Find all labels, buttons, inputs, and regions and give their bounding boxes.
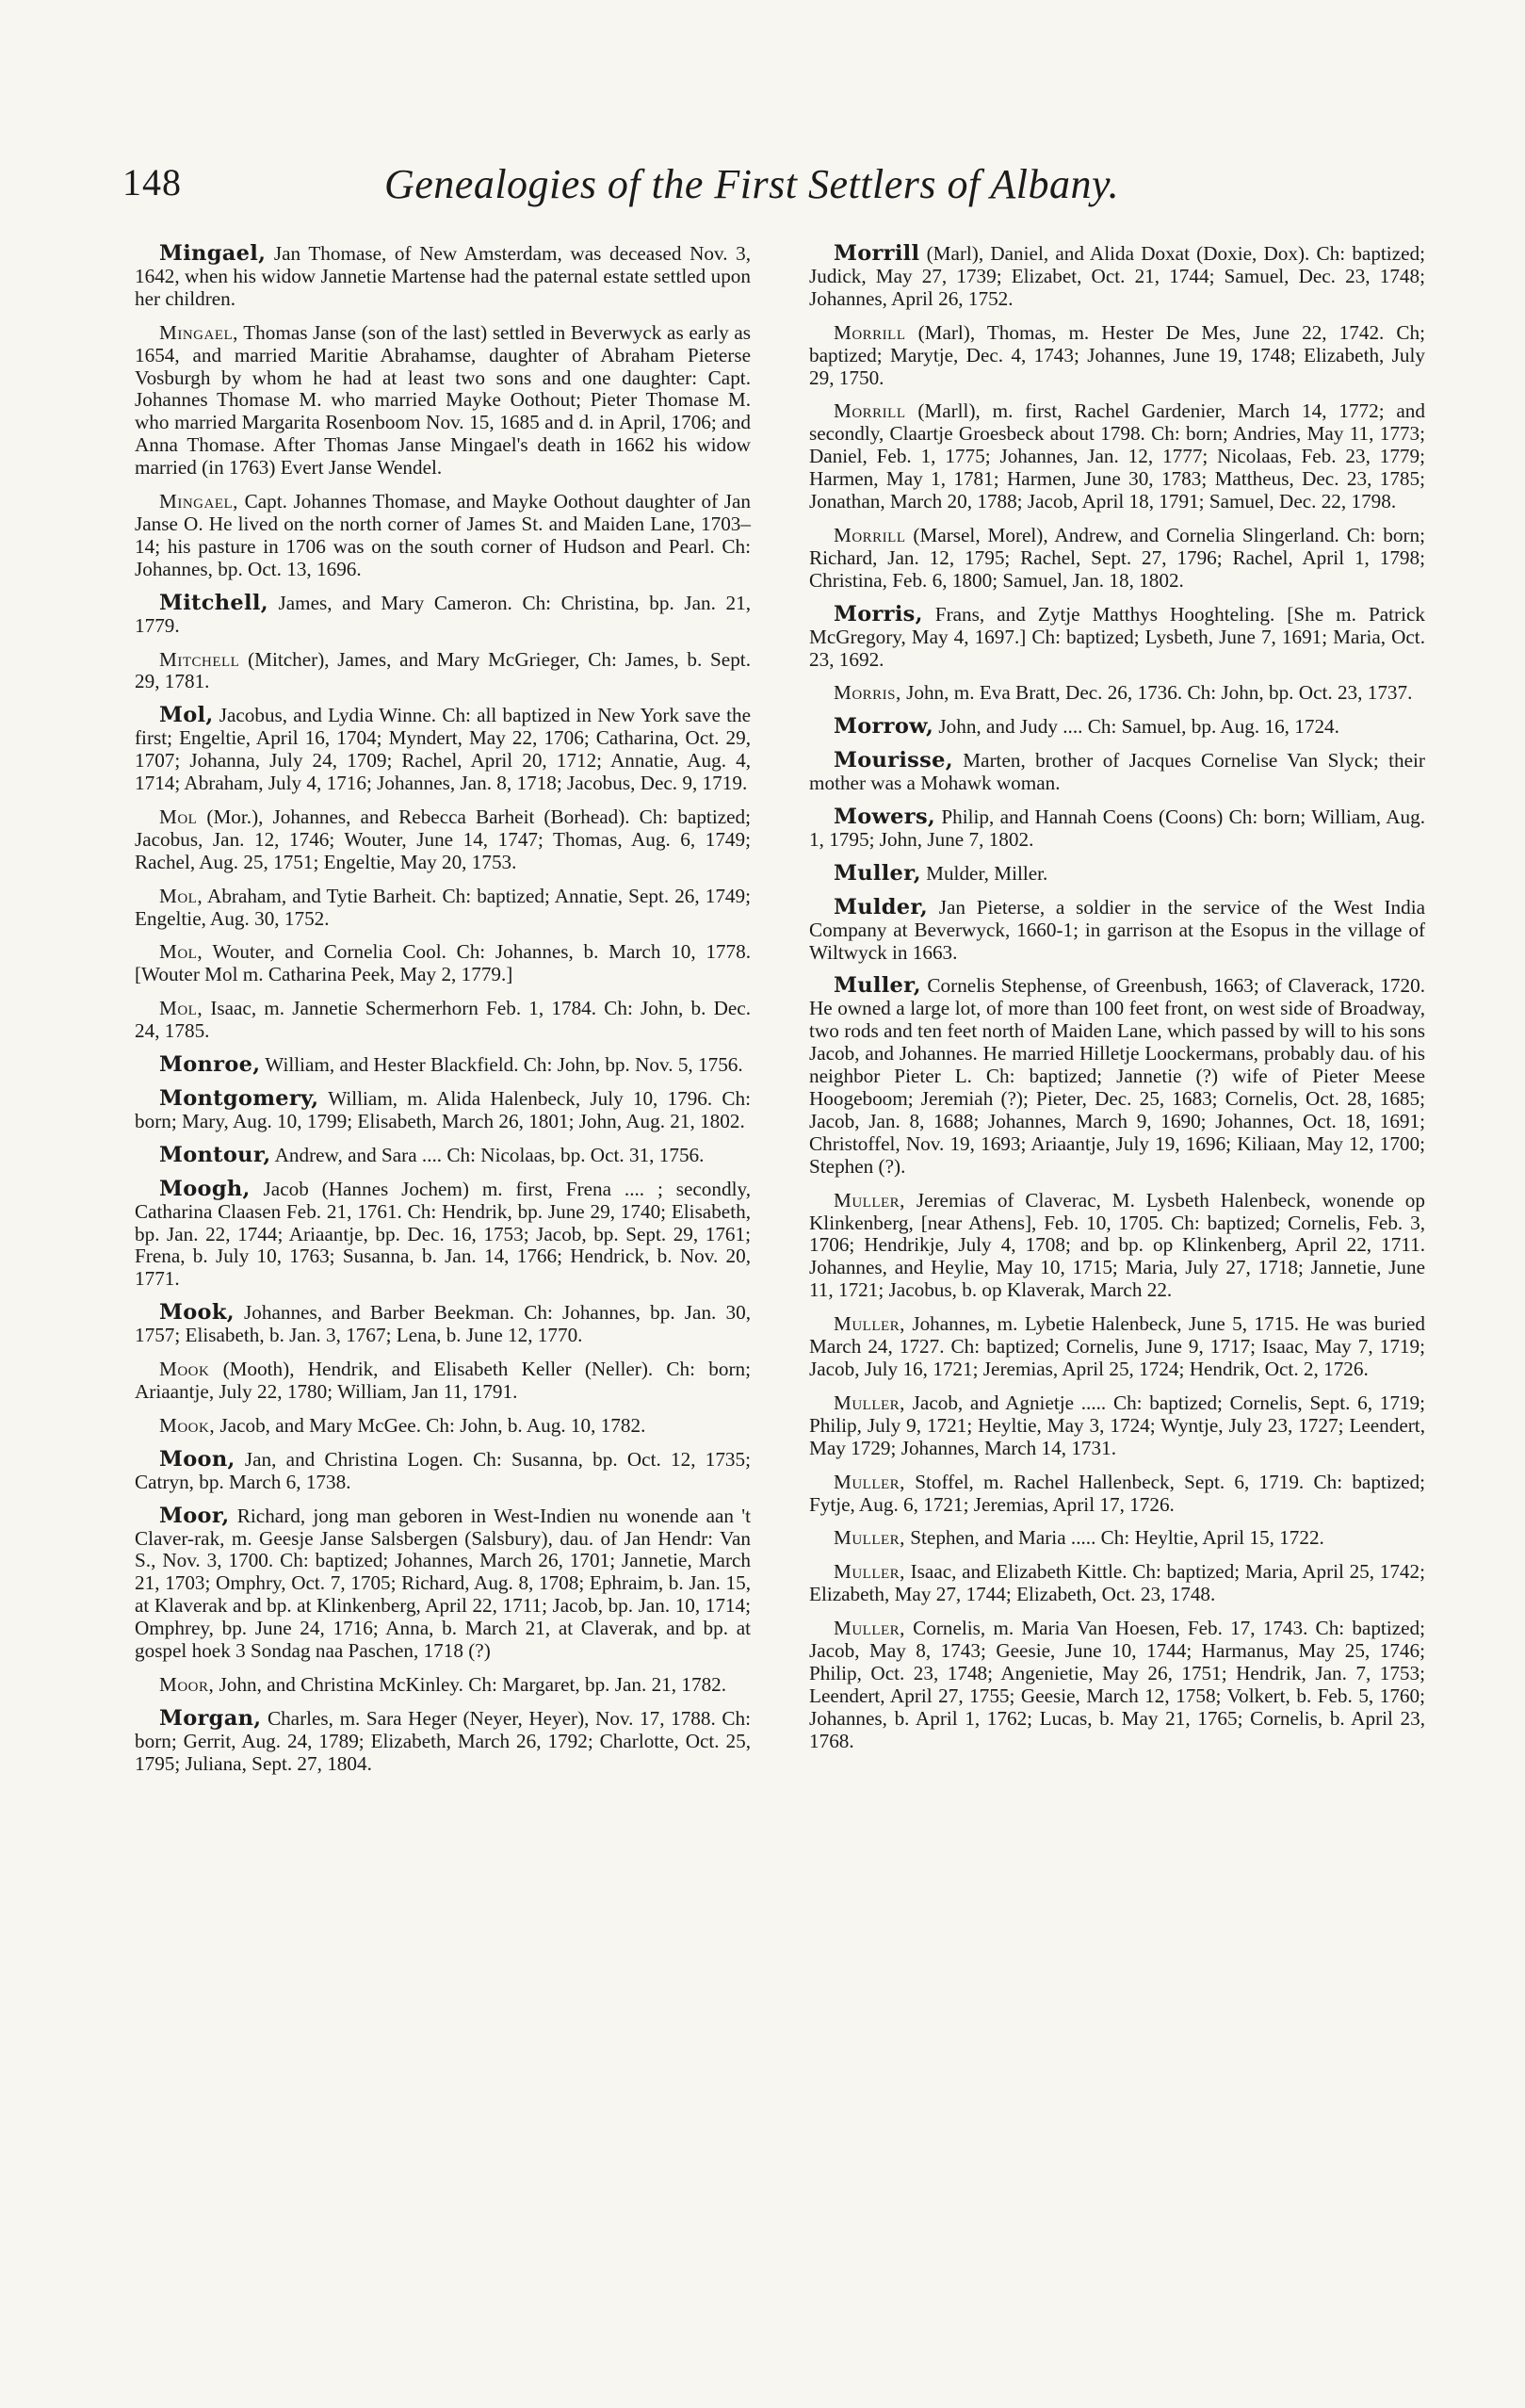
entry-text: Jacob, and Agnietje ..... Ch: baptized; Cornelis, Sept. 6, 1719; Philip, July 9, 1721; Heyltie, May 3, 1724; Wyntje, July 23, 1727; Leendert, May 1729; Johannes, March 14, 1731. <box>809 1391 1425 1459</box>
entry-text: Jan, and Christina Logen. Ch: Susanna, bp. Oct. 12, 1735; Catryn, bp. March 6, 1738. <box>135 1447 751 1493</box>
entry-surname: Muller, <box>834 1526 905 1550</box>
genealogy-entry <box>135 1446 751 1494</box>
entry-surname: Moor, <box>159 1503 230 1528</box>
entry-surname: Muller, <box>834 1391 905 1414</box>
entry-text: (Marll), m. first, Rachel Gardenier, March 14, 1772; and secondly, Claartje Groesbeck about 1798. Ch: born; Andries, May 11, 1773; Daniel, Feb. 1, 1775; Johannes, Jan. 12, 1777; Nicolaas, Feb. 23, 1779; Harmen, May 1, 1781; Harmen, June 30, 1783; Mattheus, Dec. 23, 1785; Jonathan, March 20, 1788; Jacob, April 18, 1791; Samuel, Dec. 22, 1798. <box>809 399 1425 513</box>
genealogy-entry <box>135 322 751 480</box>
entry-surname: Moor, <box>159 1672 215 1696</box>
entry-text: Richard, jong man geboren in West-Indien nu wonende aan 't Claver-rak, m. Geesje Janse Salsbergen (Salsbury), dau. of Jan Hendr: Van S., Nov. 3, 1700. Ch: baptized; Johannes, March 26, 1701; Jannetie, March 21, 1703; Omphry, Oct. 7, 1705; Richard, Aug. 8, 1708; Ephraim, b. Jan. 15, at Klaverak and bp. at Klinkenberg, April 22, 1711; Jacob, bp. Jan. 10, 1714; Omphrey, bp. June 24, 1716; Anna, b. March 21, at Claverak, and bp. at gospel hoek 3 Sondag naa Paschen, 1718 (?) <box>135 1504 751 1663</box>
genealogy-entry <box>135 1142 751 1167</box>
entry-surname: Morrill <box>834 523 906 546</box>
entry-text: Jan Pieterse, a soldier in the service of the West India Company at Beverwyck, 1660-1; in garrison at the Esopus in the village of Wiltwyck in 1663. <box>809 895 1425 964</box>
genealogy-entry <box>809 1561 1425 1606</box>
genealogy-entry <box>135 998 751 1043</box>
entry-surname: Mitchell <box>159 647 240 671</box>
genealogy-entry <box>135 1302 751 1347</box>
entry-surname: Morrill <box>834 320 906 344</box>
genealogy-entry <box>135 941 751 986</box>
entry-surname: Muller, <box>834 1470 905 1493</box>
running-title: Genealogies of the First Settlers of Albany. <box>384 161 1120 207</box>
entry-text: Johannes, m. Lybetie Halenbeck, June 5, 1715. He was buried March 24, 1727. Ch: baptized; Cornelis, June 9, 1717; Isaac, May 7, 1719; Jacob, July 16, 1721; Jeremias, April 25, 1724; Hendrik, Oct. 2, 1726. <box>809 1312 1425 1380</box>
genealogy-entry <box>809 1392 1425 1460</box>
entry-surname: Montgomery, <box>159 1086 319 1111</box>
genealogy-entry <box>135 1054 751 1077</box>
entry-text: Jan Thomase, of New Amsterdam, was deceased Nov. 3, 1642, when his widow Jannetie Martense had the paternal estate settled upon her children. <box>135 242 751 310</box>
genealogy-entry <box>809 860 1425 886</box>
page-header <box>122 160 1177 226</box>
entry-text: John, m. Eva Bratt, Dec. 26, 1736. Ch: John, bp. Oct. 23, 1737. <box>900 681 1413 705</box>
genealogy-entry <box>135 491 751 581</box>
genealogy-entry <box>135 243 751 311</box>
entry-text: Isaac, m. Jannetie Schermerhorn Feb. 1, 1784. Ch: John, b. Dec. 24, 1785. <box>135 997 751 1043</box>
entry-text: Wouter, and Cornelia Cool. Ch: Johannes, b. March 10, 1778. [Wouter Mol m. Catharina Peek, May 2, 1779.] <box>135 940 751 986</box>
entry-text: (Mor.), Johannes, and Rebecca Barheit (Borhead). Ch: baptized; Jacobus, Jan. 12, 1746; Wouter, June 14, 1747; Thomas, Aug. 6, 1749; Rachel, Aug. 25, 1751; Engeltie, May 20, 1753. <box>135 805 751 873</box>
entry-text: (Marl), Thomas, m. Hester De Mes, June 22, 1742. Ch; baptized; Marytje, Dec. 4, 1743; Johannes, June 19, 1748; Elizabeth, July 29, 1750. <box>809 320 1425 389</box>
genealogy-entry <box>809 1618 1425 1752</box>
entry-text: Cornelis Stephense, of Greenbush, 1663; of Claverack, 1720. He owned a large lot, of more than 100 feet front, on west side of Broadway, two rods and ten feet north of Maiden Lane, which passed by will to his sons Jacob, and Johannes. He married Hilletje Loockermans, probably dau. of his neighbor Pieter L. Ch: baptized; Jannetie (?) wife of Pieter Meese Hoogeboom; Jeremiah (?); Pieter, Dec. 25, 1683; Cornelis, Oct. 28, 1685; Jacob, Jan. 8, 1688; Johannes, March 9, 1690; Johannes, Oct. 18, 1691; Christoffel, Nov. 19, 1693; Ariaantje, July 19, 1696; Kiliaan, May 12, 1700; Stephen (?). <box>809 974 1425 1178</box>
genealogy-entry <box>809 750 1425 795</box>
genealogy-entry <box>809 1527 1425 1550</box>
entry-surname: Mowers, <box>834 805 936 830</box>
genealogy-entry <box>135 1088 751 1133</box>
entry-text: Jacob (Hannes Jochem) m. first, Frena .... ; secondly, Catharina Claasen Feb. 21, 1761. Ch: Hendrik, bp. June 29, 1740; Elisabeth, bp. Jan. 22, 1744; Ariaantje, bp. Dec. 16, 1753; Jacob, bp. Sept. 29, 1761; Frena, b. July 10, 1763; Susanna, b. Jan. 14, 1766; Hendrick, b. Nov. 20, 1771. <box>135 1177 751 1291</box>
left-column <box>135 243 751 1787</box>
entry-text: Jeremias of Claverac, M. Lysbeth Halenbeck, wonende op Klinkenberg, [near Athens], Feb. 10, 1705. Ch: baptized; Cornelis, Feb. 3, 1706; Hendrikje, July 4, 1708; and bp. op Klinkenberg, April 22, 1711. Johannes, and Heylie, May 10, 1715; Maria, July 27, 1718; Jannetie, June 11, 1721; Jacobus, b. op Klaverak, March 22. <box>809 1188 1425 1302</box>
entry-surname: Mol, <box>159 703 214 728</box>
entry-surname: Morris, <box>834 681 901 705</box>
entry-surname: Muller, <box>834 1188 905 1212</box>
genealogy-entry <box>135 886 751 931</box>
genealogy-entry <box>809 1190 1425 1303</box>
genealogy-entry <box>809 525 1425 593</box>
entry-surname: Muller, <box>834 973 921 999</box>
page-number: 148 <box>122 161 182 203</box>
genealogy-entry <box>135 590 751 638</box>
entry-text: Isaac, and Elizabeth Kittle. Ch: baptized; Maria, April 25, 1742; Elizabeth, May 27, 1744; Elizabeth, Oct. 23, 1748. <box>809 1560 1425 1606</box>
entry-text: Cornelis, m. Maria Van Hoesen, Feb. 17, 1743. Ch: baptized; Jacob, May 8, 1743; Geesie, June 10, 1744; Harmanus, May 25, 1746; Philip, Oct. 23, 1748; Angenietie, May 26, 1751; Hendrik, Jan. 7, 1753; Leendert, April 27, 1755; Geesie, March 12, 1758; Volkert, b. Feb. 5, 1760; Johannes, b. April 1, 1762; Lucas, b. May 21, 1765; Cornelis, b. April 23, 1768. <box>809 1617 1425 1752</box>
entry-surname: Mulder, <box>834 894 929 919</box>
entry-surname: Mol <box>159 805 198 828</box>
entry-text: (Marl), Daniel, and Alida Doxat (Doxie, Dox). Ch: baptized; Judick, May 27, 1739; Elizabet, Oct. 21, 1744; Samuel, Dec. 23, 1748; Johannes, April 26, 1752. <box>809 242 1425 310</box>
entry-surname: Muller, <box>834 1617 905 1640</box>
genealogy-entry <box>135 705 751 795</box>
genealogy-entry <box>809 716 1425 739</box>
entry-surname: Mitchell, <box>159 590 268 615</box>
entry-text: Marten, brother of Jacques Cornelise Van Slyck; their mother was a Mohawk woman. <box>809 749 1425 795</box>
entry-text: James, and Mary Cameron. Ch: Christina, bp. Jan. 21, 1779. <box>135 591 751 637</box>
entry-surname: Morris, <box>834 601 923 626</box>
entry-text: Philip, and Hannah Coens (Coons) Ch: born; William, Aug. 1, 1795; John, June 7, 1802. <box>809 805 1425 851</box>
genealogy-entry <box>809 1472 1425 1517</box>
entry-text: Frans, and Zytje Matthys Hooghteling. [She m. Patrick McGregory, May 4, 1697.] Ch: baptized; Lysbeth, June 7, 1691; Maria, Oct. 23, 1692. <box>809 602 1425 671</box>
entry-surname: Mol, <box>159 997 203 1020</box>
genealogy-entry <box>809 806 1425 852</box>
entry-text: Johannes, and Barber Beekman. Ch: Johannes, bp. Jan. 30, 1757; Elisabeth, b. Jan. 3, 1767; Lena, b. June 12, 1770. <box>135 1301 751 1347</box>
entry-surname: Mol, <box>159 884 203 907</box>
genealogy-entry <box>135 1705 751 1776</box>
entry-text: William, m. Alida Halenbeck, July 10, 1796. Ch: born; Mary, Aug. 10, 1799; Elisabeth, March 26, 1801; John, Aug. 21, 1802. <box>135 1087 751 1132</box>
entry-surname: Muller, <box>834 860 921 886</box>
entry-text: John, and Judy .... Ch: Samuel, bp. Aug. 16, 1724. <box>933 715 1339 739</box>
text-columns <box>135 243 1425 2400</box>
genealogy-entry <box>135 1415 751 1438</box>
entry-surname: Moogh, <box>159 1176 251 1201</box>
entry-surname: Morrill <box>834 241 920 266</box>
genealogy-entry <box>135 1505 751 1663</box>
genealogy-entry <box>809 894 1425 965</box>
entry-text: Mulder, Miller. <box>920 861 1048 885</box>
genealogy-entry <box>135 649 751 694</box>
entry-surname: Muller, <box>834 1312 905 1336</box>
entry-surname: Montour, <box>159 1142 271 1167</box>
entry-surname: Mook <box>159 1358 210 1381</box>
entry-surname: Monroe, <box>159 1052 261 1078</box>
entry-text: Stoffel, m. Rachel Hallenbeck, Sept. 6, 1719. Ch: baptized; Fytje, Aug. 6, 1721; Jeremias, April 17, 1726. <box>809 1470 1425 1516</box>
genealogy-entry <box>135 1674 751 1697</box>
entry-text: Andrew, and Sara .... Ch: Nicolaas, bp. Oct. 31, 1756. <box>270 1143 705 1166</box>
genealogy-entry <box>809 682 1425 705</box>
genealogy-entry <box>809 400 1425 513</box>
entry-surname: Moon, <box>159 1446 235 1472</box>
entry-text: Stephen, and Maria ..... Ch: Heyltie, April 15, 1722. <box>904 1526 1324 1550</box>
entry-text: Charles, m. Sara Heger (Neyer, Heyer), Nov. 17, 1788. Ch: born; Gerrit, Aug. 24, 1789; Elizabeth, March 26, 1792; Charlotte, Oct. 25, 1795; Juliana, Sept. 27, 1804. <box>135 1706 751 1775</box>
entry-surname: Mook, <box>159 1413 216 1437</box>
genealogy-entry <box>809 975 1425 1178</box>
entry-surname: Mingael, <box>159 241 267 266</box>
entry-surname: Mingael, <box>159 490 238 513</box>
entry-surname: Mingael, <box>159 320 238 344</box>
entry-surname: Morgan, <box>159 1705 262 1731</box>
entry-surname: Mol, <box>159 940 203 964</box>
entry-text: (Mitcher), James, and Mary McGrieger, Ch: James, b. Sept. 29, 1781. <box>135 647 751 693</box>
entry-surname: Mourisse, <box>834 748 953 773</box>
entry-text: Jacobus, and Lydia Winne. Ch: all baptized in New York save the first; Engeltie, April 16, 1704; Myndert, May 22, 1706; Catharina, Oct. 29, 1707; Johanna, July 24, 1709; Rachel, April 20, 1712; Annatie, Aug. 4, 1714; Abraham, July 4, 1716; Johannes, Jan. 8, 1718; Jacobus, Dec. 9, 1719. <box>135 704 751 795</box>
genealogy-entry <box>135 806 751 874</box>
entry-text: Abraham, and Tytie Barheit. Ch: baptized; Annatie, Sept. 26, 1749; Engeltie, Aug. 30, 1752. <box>135 884 751 930</box>
right-column <box>809 243 1425 1765</box>
entry-surname: Mook, <box>159 1300 235 1326</box>
entry-text: Capt. Johannes Thomase, and Mayke Oothout daughter of Jan Janse O. He lived on the north corner of James St. and Maiden Lane, 1703–14; his pasture in 1706 was on the south corner of Hudson and Pearl. Ch: Johannes, bp. Oct. 13, 1696. <box>135 490 751 580</box>
entry-text: (Marsel, Morel), Andrew, and Cornelia Slingerland. Ch: born; Richard, Jan. 12, 1795; Rachel, Sept. 27, 1796; Rachel, April 1, 1798; Christina, Feb. 6, 1800; Samuel, Jan. 18, 1802. <box>809 523 1425 592</box>
genealogy-entry <box>809 601 1425 672</box>
entry-text: Jacob, and Mary McGee. Ch: John, b. Aug. 10, 1782. <box>215 1413 646 1437</box>
genealogy-entry <box>809 243 1425 311</box>
genealogy-entry <box>809 1313 1425 1381</box>
entry-text: Thomas Janse (son of the last) settled in Beverwyck as early as 1654, and married Maritie Abrahamse, daughter of Abraham Pieterse Vosburgh by whom he had at least two sons and one daughter: Capt. Johannes Thomase M. who married Mayke Oothout; Pieter Thomase M. who married Margarita Rosenboom Nov. 15, 1685 and d. in April, 1706; and Anna Thomase. After Thomas Janse Mingael's death in 1662 his widow married (in 1763) Evert Janse Wendel. <box>135 320 751 480</box>
entry-surname: Muller, <box>834 1560 905 1584</box>
genealogy-entry <box>809 322 1425 390</box>
entry-text: (Mooth), Hendrik, and Elisabeth Keller (Neller). Ch: born; Ariaantje, July 22, 1780; William, Jan 11, 1791. <box>135 1358 751 1403</box>
entry-surname: Morrill <box>834 399 906 423</box>
genealogy-entry <box>135 1359 751 1404</box>
entry-text: William, and Hester Blackfield. Ch: John, bp. Nov. 5, 1756. <box>260 1053 743 1077</box>
genealogy-entry <box>135 1176 751 1292</box>
entry-text: John, and Christina McKinley. Ch: Margaret, bp. Jan. 21, 1782. <box>214 1672 727 1696</box>
entry-surname: Morrow, <box>834 714 934 740</box>
